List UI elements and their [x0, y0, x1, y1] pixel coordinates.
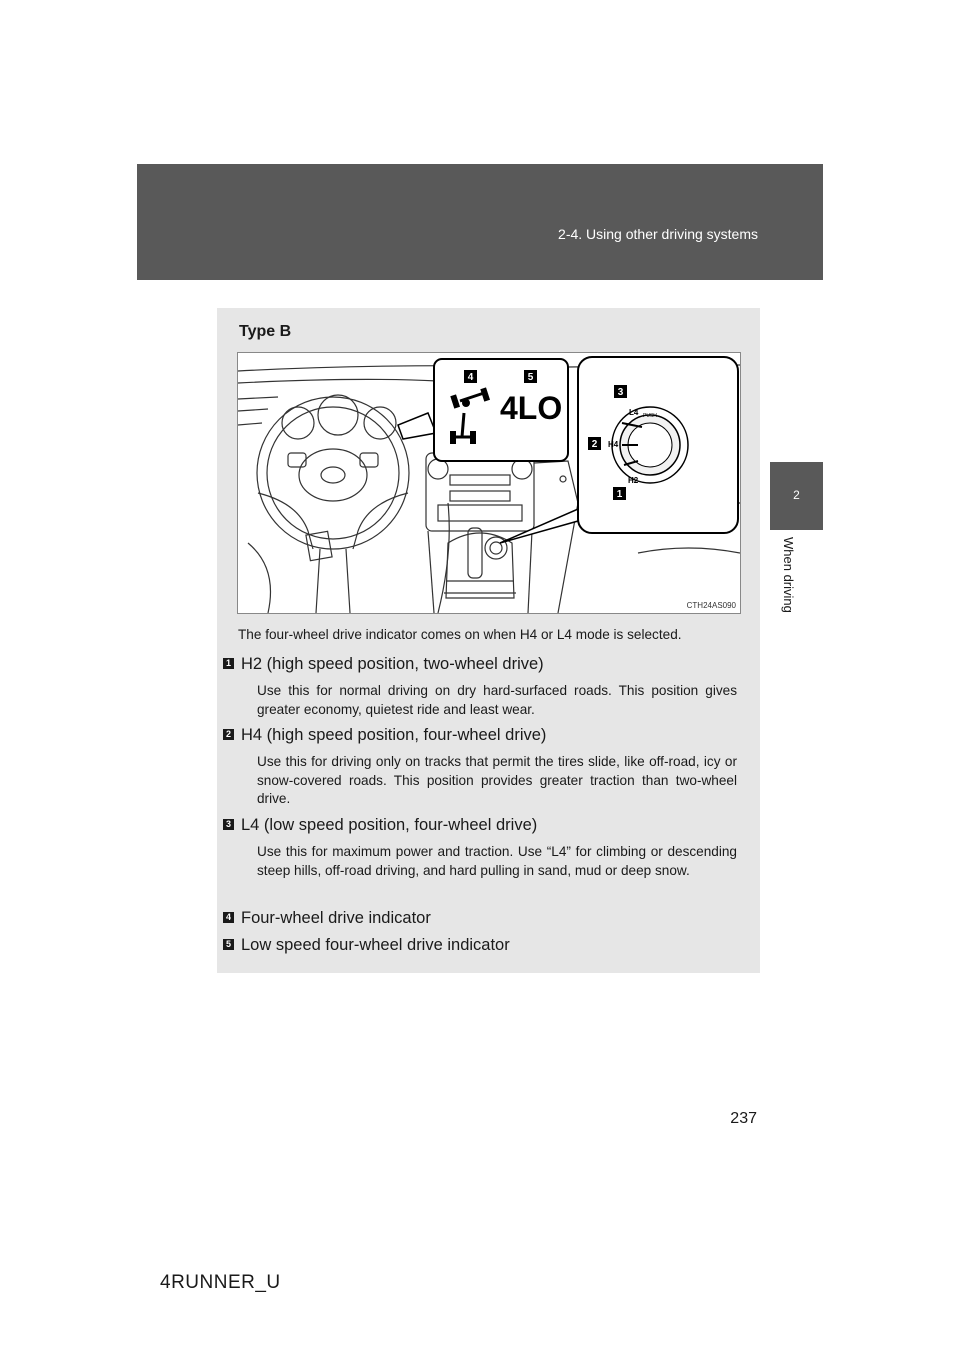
mode-item-heading	[217, 908, 760, 928]
callout-2	[588, 437, 601, 450]
four-wheel-drive-indicator-item	[217, 908, 760, 928]
number-badge: 2	[223, 729, 234, 740]
svg-text:2: 2	[591, 439, 598, 450]
dial-label-l4: L4	[629, 408, 639, 417]
chapter-label-container	[782, 537, 796, 627]
four-lo-indicator-text: 4LO	[500, 390, 563, 426]
number-badge: 4	[223, 912, 234, 923]
callout-4	[464, 370, 477, 383]
page-number: 237	[730, 1110, 757, 1127]
mode-item-title: H2 (high speed position, two-wheel drive)	[241, 655, 544, 673]
mode-item-h4	[217, 725, 760, 809]
mode-item-description: Use this for driving only on tracks that permit the tires slide, like off-road, icy or snow-covered roads. This position provides greater traction than two-wheel drive.	[257, 754, 737, 806]
page-header	[137, 164, 823, 280]
chapter-number: 2	[793, 488, 800, 502]
mode-item-title: Low speed four-wheel drive indicator	[241, 936, 510, 954]
dashboard-illustration	[237, 352, 741, 614]
number-badge: 5	[223, 939, 234, 950]
type-b-panel	[217, 308, 760, 973]
intro-text: The four-wheel drive indicator comes on when H4 or L4 mode is selected.	[238, 627, 682, 642]
panel-title: Type B	[239, 323, 292, 340]
svg-text:5: 5	[527, 372, 534, 383]
svg-text:1: 1	[616, 489, 623, 500]
dial-label-push: PUSH	[643, 413, 657, 419]
number-badge: 3	[223, 819, 234, 830]
low-speed-indicator-item	[217, 935, 760, 955]
mode-item-title: L4 (low speed position, four-wheel drive)	[241, 816, 538, 834]
mode-item-title: H4 (high speed position, four-wheel drive)	[241, 726, 547, 744]
callout-3	[614, 385, 627, 398]
dashboard-drawing	[238, 353, 740, 613]
mode-item-title: Four-wheel drive indicator	[241, 909, 431, 927]
svg-text:4: 4	[467, 372, 474, 383]
dial-label-h4: H4	[608, 440, 619, 449]
image-code: CTH24AS090	[686, 601, 736, 610]
chapter-tab	[770, 462, 823, 530]
mode-item-heading	[217, 935, 760, 955]
dial-label-h2: H2	[628, 476, 639, 485]
mode-item-heading	[217, 815, 760, 835]
footer-code: 4RUNNER_U	[160, 1272, 281, 1293]
mode-item-l4	[217, 815, 760, 880]
callout-5	[524, 370, 537, 383]
mode-item-heading	[217, 725, 760, 745]
number-badge: 1	[223, 658, 234, 669]
mode-item-description: Use this for normal driving on dry hard-surfaced roads. This position gives greater economy, quietest ride and least wear.	[257, 683, 737, 717]
svg-text:3: 3	[617, 387, 624, 398]
section-title: 2-4. Using other driving systems	[558, 226, 758, 242]
mode-item-heading	[217, 654, 760, 674]
mode-item-description: Use this for maximum power and traction. Use “L4” for climbing or descending steep hills, off-road driving, and hard pulling in sand, mud or deep snow.	[257, 844, 737, 878]
callout-1	[613, 487, 626, 500]
mode-item-h2	[217, 654, 760, 719]
chapter-label: When driving	[781, 537, 796, 613]
